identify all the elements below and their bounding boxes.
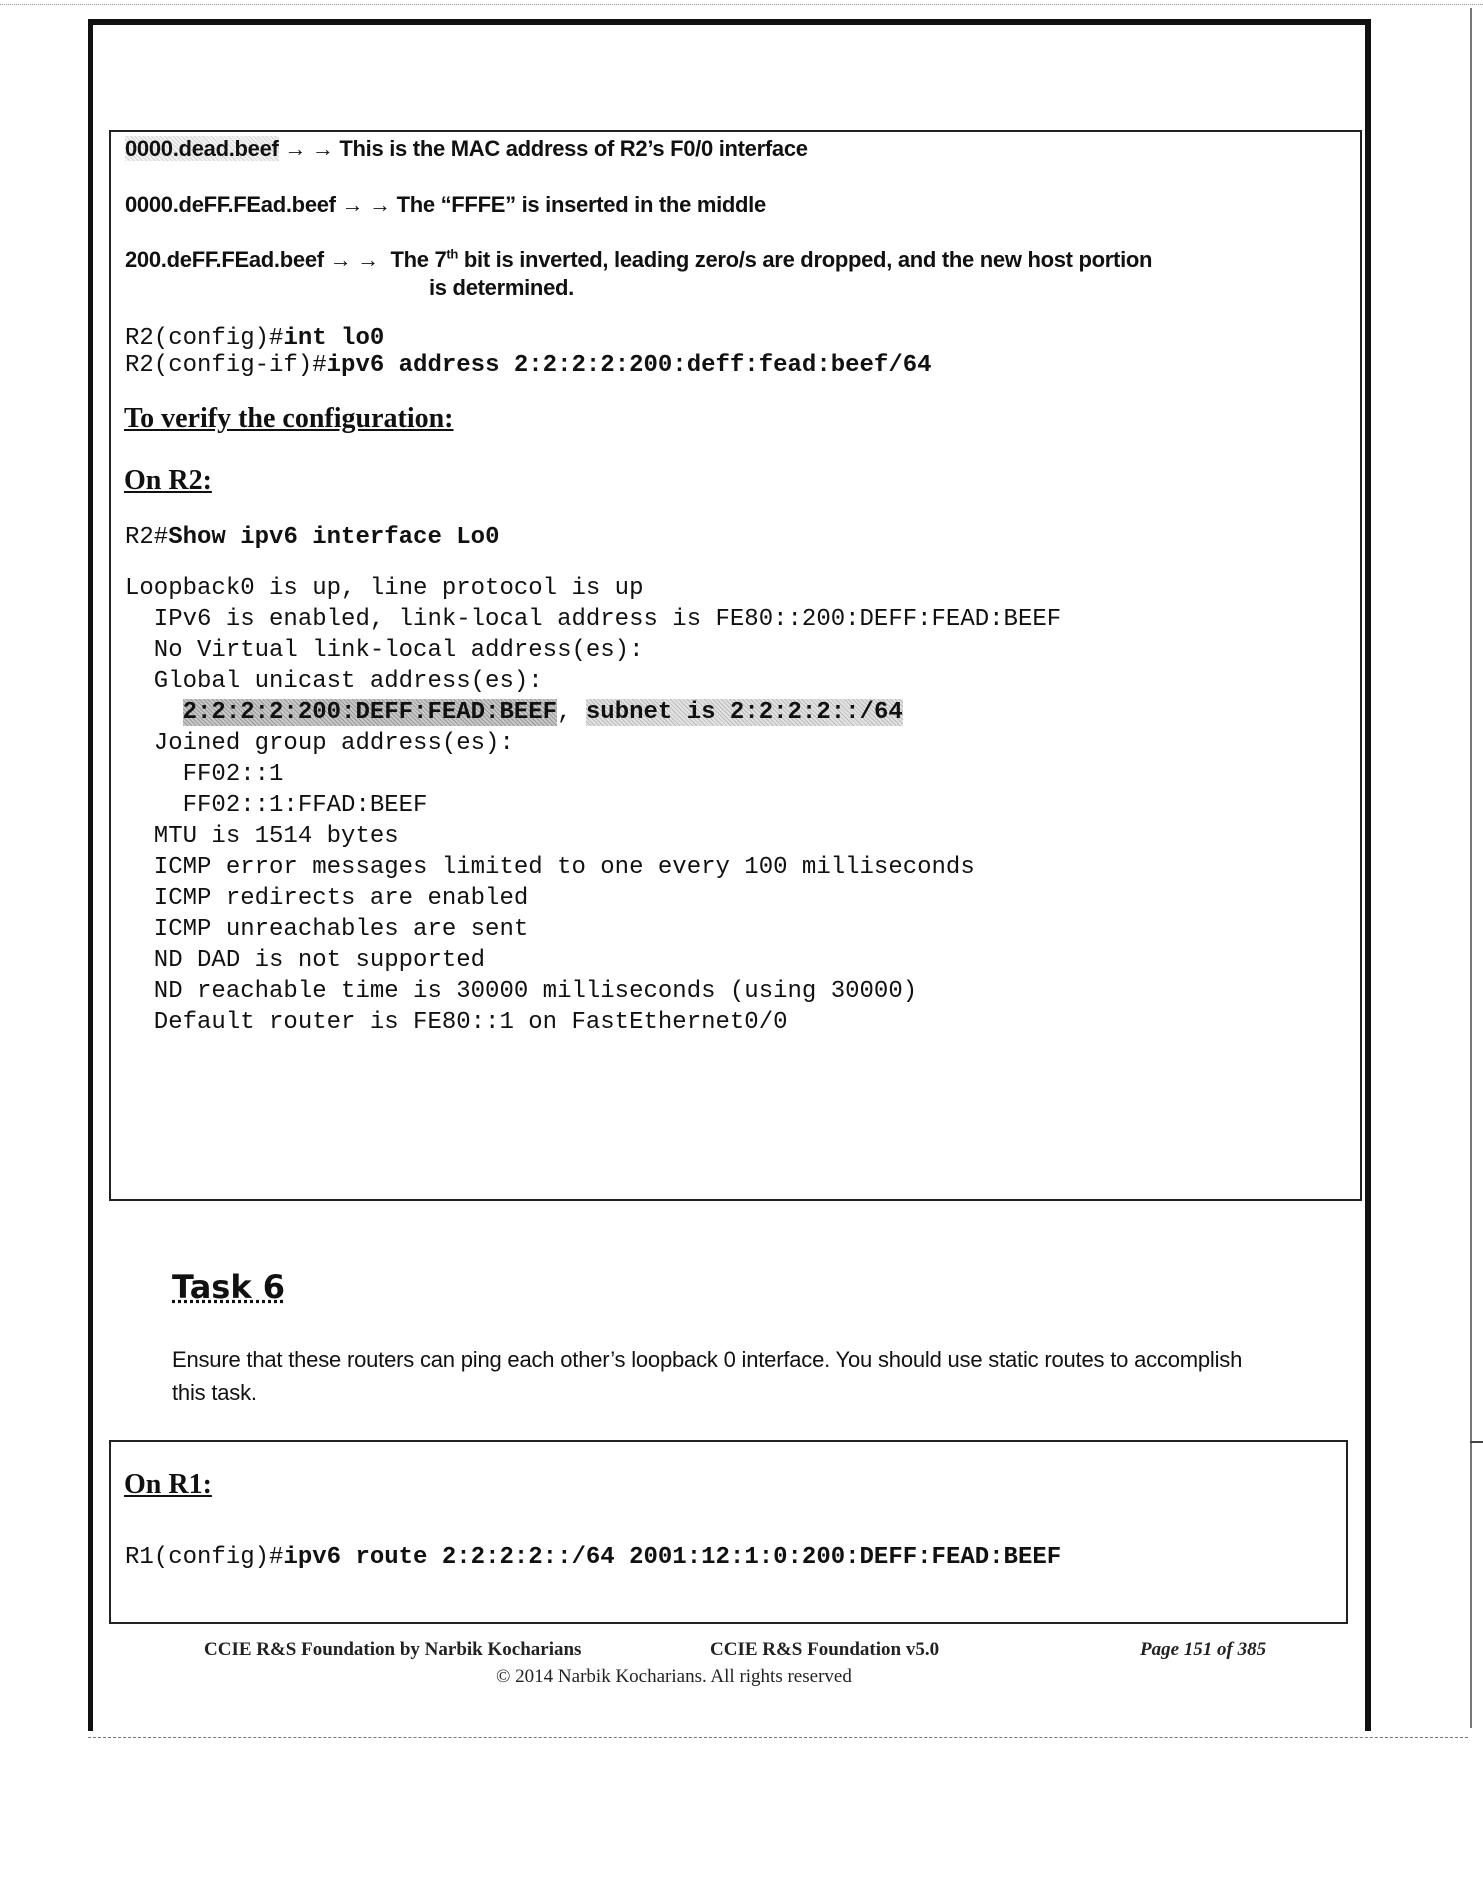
page-number: Page 151 of 385: [1140, 1639, 1267, 1660]
explanation-text: The 7: [390, 247, 447, 272]
footer-title: CCIE R&S Foundation v5.0: [710, 1639, 940, 1660]
explanation-line-3: [125, 247, 1152, 273]
adjacent-page-edge: [1470, 8, 1472, 1728]
explanation-text: bit is inverted, leading zero/s are dropped, and the new host portion: [458, 247, 1153, 272]
show-output-6: Joined group address(es):: [125, 730, 514, 757]
explanation-text: This is the MAC address of R2’s F0/0 interface: [339, 136, 808, 161]
show-output-3: No Virtual link-local address(es):: [125, 637, 644, 664]
prompt: R2(config-if)#: [125, 352, 327, 379]
show-output-14: ND reachable time is 30000 milliseconds (using 30000): [125, 978, 918, 1005]
prompt: R2#: [125, 524, 169, 551]
show-output-10: ICMP error messages limited to one every 100 milliseconds: [125, 854, 975, 881]
task-heading: Task 6: [172, 1268, 286, 1306]
show-output-12: ICMP unreachables are sent: [125, 916, 529, 943]
superscript: th: [446, 246, 459, 262]
show-output-7: FF02::1: [125, 761, 284, 788]
show-output-2: IPv6 is enabled, link-local address is FE80::200:DEFF:FEAD:BEEF: [125, 606, 1062, 633]
show-output-11: ICMP redirects are enabled: [125, 885, 529, 912]
command: Show ipv6 interface Lo0: [168, 524, 500, 551]
command: int lo0: [283, 325, 385, 352]
show-output-4: Global unicast address(es):: [125, 668, 543, 695]
show-command-line: [125, 522, 499, 553]
config-line-2: [125, 350, 932, 381]
mac-address-highlight: 0000.dead.beef: [125, 136, 279, 161]
eui-address: 0000.deFF.FEad.beef: [125, 192, 336, 217]
r1-config-line: [125, 1542, 1061, 1573]
show-output-1: Loopback0 is up, line protocol is up: [125, 575, 644, 602]
explanation-line-1: [125, 136, 808, 162]
explanation-line-3-cont: is determined.: [429, 275, 574, 300]
arrow-icon: → →: [329, 247, 379, 272]
footer-author: CCIE R&S Foundation by Narbik Kocharians: [204, 1639, 582, 1660]
explanation-line-2: [125, 192, 766, 218]
show-output-9: MTU is 1514 bytes: [125, 823, 399, 850]
separator: ,: [557, 699, 586, 726]
eui-address: 200.deFF.FEad.beef: [125, 247, 324, 272]
verify-heading: To verify the configuration:: [124, 403, 454, 434]
show-output-5: [125, 697, 903, 728]
command: ipv6 route 2:2:2:2::/64 2001:12:1:0:200:DEFF:FEAD:BEEF: [283, 1544, 1062, 1571]
solution-box-r1: [109, 1440, 1348, 1624]
footer-copyright: © 2014 Narbik Kocharians. All rights reserved: [496, 1666, 852, 1687]
command: ipv6 address 2:2:2:2:200:deff:fead:beef/64: [326, 352, 932, 379]
prompt: R1(config)#: [125, 1544, 284, 1571]
page-bottom-edge: [88, 1737, 1468, 1739]
task-description: Ensure that these routers can ping each other’s loopback 0 interface. You should use static routes to accomplish this task.: [172, 1347, 1243, 1405]
prompt: R2(config)#: [125, 325, 284, 352]
subnet-highlight: subnet is 2:2:2:2::/64: [585, 699, 903, 726]
global-address-highlight: 2:2:2:2:200:DEFF:FEAD:BEEF: [182, 699, 558, 726]
show-output-13: ND DAD is not supported: [125, 947, 486, 974]
adjacent-page-notch: [1470, 1441, 1483, 1443]
on-r2-heading: On R2:: [124, 465, 212, 496]
scan-artifact-top: [0, 4, 1483, 7]
explanation-text: The “FFFE” is inserted in the middle: [396, 192, 766, 217]
arrow-icon: → →: [341, 192, 391, 217]
show-output-15: Default router is FE80::1 on FastEthernet0/0: [125, 1009, 788, 1036]
show-output-8: FF02::1:FFAD:BEEF: [125, 792, 428, 819]
arrow-icon: → →: [284, 136, 334, 161]
on-r1-heading: On R1:: [124, 1469, 212, 1500]
